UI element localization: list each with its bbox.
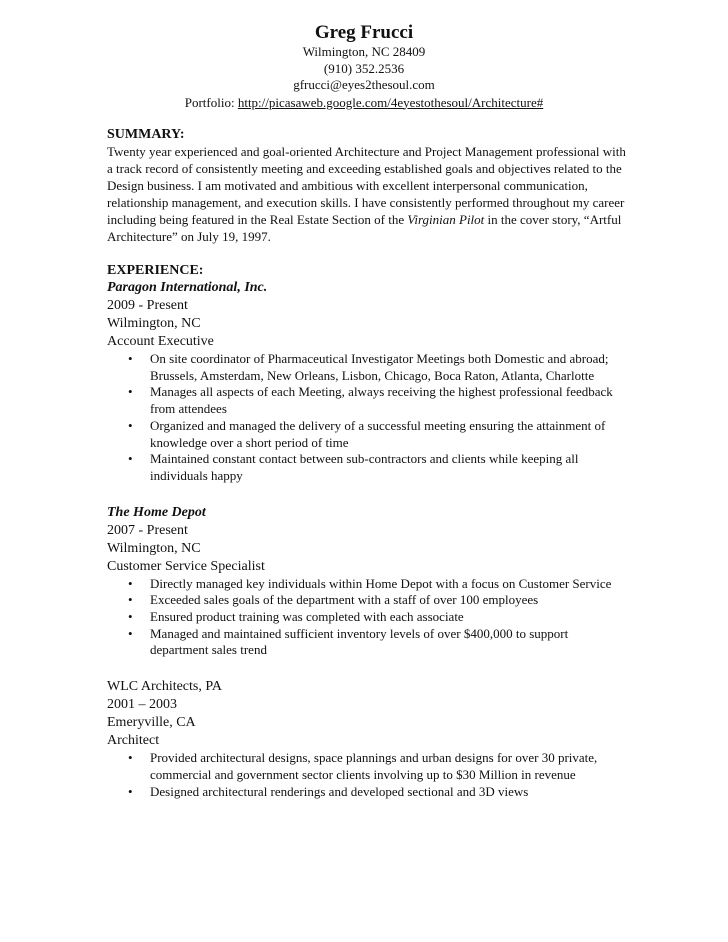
address: Wilmington, NC 28409 [302, 44, 426, 59]
bullet-icon: • [128, 417, 133, 433]
job-bullets [107, 750, 627, 800]
job-location: Emeryville, CA [107, 715, 196, 731]
bullet-icon: • [128, 625, 133, 641]
job-bullets [107, 351, 627, 485]
bullet-item: • Organized and managed the delivery of a successful meeting ensuring the attainment of knowledge over a short period of time [128, 417, 606, 450]
company-name: The Home Depot [107, 504, 206, 520]
experience-heading: EXPERIENCE: [107, 263, 204, 278]
job-dates: 2001 – 2003 [107, 697, 177, 713]
job-bullets [107, 576, 627, 660]
bullet-item: • Maintained constant contact between sub-contractors and clients while keeping all individuals happy [128, 451, 579, 483]
portfolio-line [0, 95, 728, 112]
job-entry [107, 504, 627, 660]
job-dates: 2009 - Present [107, 298, 188, 313]
bullet-icon: • [128, 783, 133, 799]
bullet-item: • Ensured product training was completed with each associate [128, 609, 464, 625]
bullet-item: • Manages all aspects of each Meeting, always receiving the highest professional feedback from attendees [128, 384, 613, 417]
bullet-item: • Designed architectural renderings and developed sectional and 3D views [128, 783, 529, 799]
job-location: Wilmington, NC [107, 540, 201, 556]
candidate-name: Greg Frucci [314, 22, 414, 43]
summary-heading: SUMMARY: [107, 127, 185, 142]
bullet-icon: • [128, 451, 133, 467]
bullet-icon: • [128, 351, 133, 366]
bullet-item: • On site coordinator of Pharmaceutical Investigator Meetings both Domestic and abroad; Brussels, Amsterdam, New Orleans, Lisbon, Chicago, Boca Raton, Atlanta, Charlotte [128, 351, 609, 383]
bullet-icon: • [128, 575, 133, 591]
bullet-icon: • [128, 384, 133, 400]
summary-text-before: Twenty year experienced and goal-oriented Architecture and Project Management professional with a track record of consistently meeting and exceeding established goals and objectives related to the Design business. I am motivated and ambitious with excellent interpersonal communication, relationship management, and execution skills. I have consistently performed throughout my career including being featured in the Real Estate Section of the [107, 144, 626, 227]
email: gfrucci@eyes2thesoul.com [293, 77, 435, 92]
job-entry [107, 678, 627, 800]
company-name: Paragon International, Inc. [107, 280, 268, 295]
bullet-item: • Exceeded sales goals of the department with a staff of over 100 employees [128, 592, 539, 608]
portfolio-label: Portfolio: [184, 94, 238, 110]
job-role: Account Executive [107, 334, 214, 349]
summary-text [107, 143, 627, 245]
summary-text-after: in the cover story, “Artful Architecture” on July 19, 1997. [107, 212, 622, 244]
phone: (910) 352.2536 [323, 60, 405, 76]
resume-header [0, 22, 728, 111]
bullet-item: • Managed and maintained sufficient inventory levels of over $400,000 to support department sales trend [128, 625, 569, 658]
job-role: Architect [107, 733, 160, 749]
publication-name: Virginian Pilot [407, 212, 485, 227]
job-entry [107, 279, 627, 485]
job-dates: 2007 - Present [107, 522, 188, 538]
bullet-item: • Provided architectural designs, space plannings and urban designs for over 30 private, commercial and government sector clients involving up to $30 Million in revenue [128, 750, 598, 782]
bullet-icon: • [128, 609, 133, 625]
job-location: Wilmington, NC [107, 316, 201, 331]
bullet-icon: • [128, 750, 133, 766]
resume-body [107, 126, 627, 800]
company-name: WLC Architects, PA [107, 679, 222, 695]
job-role: Customer Service Specialist [107, 558, 265, 574]
bullet-icon: • [128, 592, 133, 608]
bullet-item: • Directly managed key individuals within Home Depot with a focus on Customer Service [128, 575, 612, 591]
portfolio-link[interactable]: http://picasaweb.google.com/4eyestothesoul/Architecture# [237, 94, 544, 110]
